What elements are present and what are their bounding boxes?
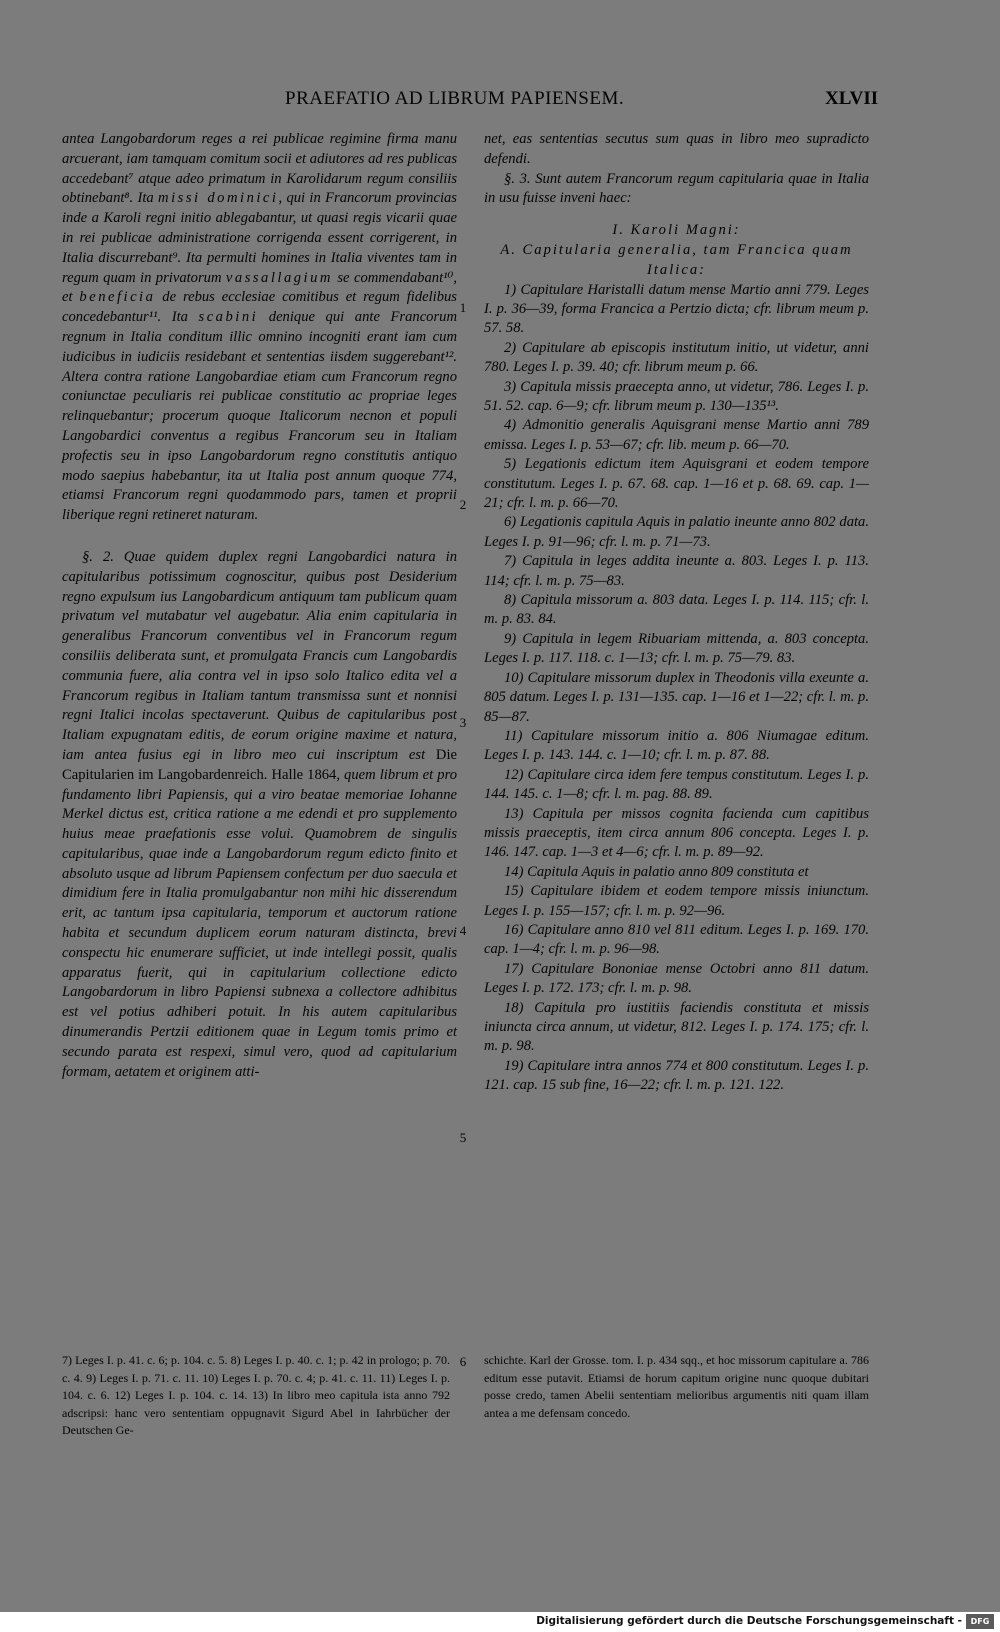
list-item: 3) Capitula missis praecepta anno, ut videtur, 786. Leges I. p. 51. 52. cap. 6—9; cfr. librum meum p. 130—135¹³. [484,378,869,415]
footer-bar [0,1612,1000,1632]
list-item: 4) Admonitio generalis Aquisgrani mense Martio anni 789 emissa. Leges I. p. 53—67; cfr. lib. meum p. 66—70. [484,417,869,453]
list-item: 2) Capitulare ab episcopis institutum initio, ut videtur, anni 780. Leges I. p. 39. 40; cfr. librum meum p. 66. [484,339,869,376]
left-p1-benef: beneficia [79,289,156,306]
page-number: XLVII [825,88,879,109]
margin-number: 4 [459,923,467,938]
list-item: 16) Capitulare anno 810 vel 811 editum. Leges I. p. 169. 170. cap. 1—4; cfr. l. m. p. 96—98. [484,921,869,958]
page-header [0,88,1000,118]
list-item: 15) Capitulare ibidem et eodem tempore missis iniunctum. Leges I. p. 155—157; cfr. l. m. p. 92—96. [484,883,869,919]
left-p1-missi-pre: Ita [137,190,159,207]
margin-number: 2 [459,497,467,512]
left-p2-a: §. 2. Quae quidem duplex regni Langobardici natura in capitularibus potissimum cognoscitur, quibus post Desiderium regno expulsum ius Langobardicum antiquum tam publicum quam privatum vel mutabatur vel augebatur. Alia enim capitularia in generalibus Francorum conventibus vel in Francorum regum consiliis deliberata sunt, et promulgata Francis cum Langobardis communia fuere, alia contra vel in ipso solo Italico edita vel a Francorum regibus in Italiam tantum transmissa sunt et nonnisi regni Italici incolas spectaverunt. Quibus de capitularibus post Italiam expugnatam editis, de eorum origine maxime et natura, iam antea fusius egi in libro meo cui inscriptum est [62,548,457,763]
funding-notice: Digitalisierung gefördert durch die Deutsche Forschungsgemeinschaft - [536,1615,962,1627]
left-p2-book-title: Die Capitularien im Langobardenreich. Halle 1864, [62,746,457,783]
left-p1-missi: missi dominici [158,190,279,207]
running-title: PRAEFATIO AD LIBRUM PAPIENSEM. [285,88,625,109]
left-paragraph-1 [62,130,457,526]
list-item: 12) Capitulare circa idem fere tempus constitutum. Leges I. p. 144. 145. c. 1—8; cfr. l. m. pag. 88. 89. [484,766,869,803]
list-item: 6) Legationis capitula Aquis in palatio ineunte anno 802 data. Leges I. p. 91—96; cfr. l. m. p. 71—73. [484,514,869,550]
list-item: 5) Legationis edictum item Aquisgrani et eodem tempore constitutum. Leges I. p. 67. 68. cap. 1—16 et p. 68. 69. cap. 1—21; cfr. l. m. p. 66—70. [484,456,869,512]
right-column [484,130,869,1096]
left-p1-scab: scabini [198,309,259,326]
left-p2-b: quem librum et pro fundamento libri Papiensis, qui a viro beatae memoriae Iohanne Merkel dictus est, critica ratione a me edendi et pro supplemento huius meae praefationis esse volui. Quamobrem de singulis capitularibus, quae inde a Langobardorum regum edicto finito et absoluto usque ad librum Papiensem confectum per duo saecula et dimidium fere in Italia promulgabantur non mihi hic disserendum erit, ac tantum ipsa capitularia, temporum et auctorum ratione habita et secundum duplicem eorum naturam distincta, brevi conspectu hic enumerare sufficiet, ut inde intellegi possit, qualis apparatus fuerit, qui in capitularium collectione edicto Langobardorum in libro Papiensi subnexa a collectore adhibitus est vel potius adhiberi potuit. In his autem capitularibus dinumerandis Pertzii editionem quae in Legum tomis primo et secundo parata est respexi, simul vero, quod ad capitularium formam, aetatem et originem atti- [62,766,457,1080]
left-p1-vass-post: se commendabant¹⁰, et [62,269,458,306]
list-item: 11) Capitulare missorum initio a. 806 Niumagae editum. Leges I. p. 143. 144. c. 1—10; cfr. l. m. p. 87. 88. [484,727,869,764]
left-p1-missi-post: , qui in Francorum provincias inde a Karoli regni initio ablegabantur, ut quasi regis vicarii quae in rei publicae administratione corrigenda essent corrigerent, in Italia discurrebant⁹. Ita permulti homines in Italia viventes tam in regum quam in privatorum [62,190,457,286]
list-item: 19) Capitulare intra annos 774 et 800 constitutum. Leges I. p. 121. cap. 15 sub fine, 16—22; cfr. l. m. p. 121. 122. [484,1057,869,1094]
list-item: 18) Capitula pro iustitiis faciendis constituta et missis iniuncta circa annum, ut videtur, 812. Leges I. p. 174. 175; cfr. l. m. p. 98. [484,999,869,1055]
list-item: 14) Capitula Aquis in palatio anno 809 constituta et [504,863,809,880]
list-item: 9) Capitula in legem Ribuariam mittenda, a. 803 concepta. Leges I. p. 117. 118. c. 1—13; cfr. l. m. p. 75—79. 83. [484,630,869,667]
footnotes-right: schichte. Karl der Grosse. tom. I. p. 434 sqq., et hoc missorum capitulare a. 786 editum esse putavit. Etiamsi de horum capitum origine nunc quoque dubitari posse credo, tamen Abelii sententiam melioribus argumentis niti quam illam antea a me defensam concedo. [484,1353,869,1420]
capitularia-list [484,281,869,1096]
list-item: 7) Capitula in leges addita ineunte a. 803. Leges I. p. 113. 114; cfr. l. m. p. 75—83. [484,553,869,589]
list-item: 8) Capitula missorum a. 803 data. Leges I. p. 114. 115; cfr. l. m. p. 83. 84. [484,592,869,628]
margin-number: 6 [459,1354,467,1369]
left-p1-vass: vassallagium [225,269,333,286]
margin-number: 1 [459,300,467,315]
dfg-logo-icon: DFG [966,1614,994,1629]
right-section-3: §. 3. Sunt autem Francorum regum capitularia quae in Italia in usu fuisse inveni haec: [484,170,869,207]
list-item: 10) Capitulare missorum duplex in Theodonis villa exeunte a. 805 datum. Leges I. p. 131—135. cap. 1—16 et 1—22; cfr. l. m. p. 85—87. [484,669,869,725]
heading-capitularia-generalia: A. Capitularia generalia, tam Francica quam Italica: [500,241,853,278]
margin-number: 5 [459,1130,467,1145]
left-p1-text: antea Langobardorum reges a rei publicae regimine firma manu arcuerant, iam tamquam comitum socii et adiutores ad res publicas accedebant⁷ atque adeo primatum in Karolidarum regum consiliis obtinebant⁸. [62,131,457,207]
right-intro: net, eas sententias secutus sum quas in libro meo supradicto defendi. [484,131,869,167]
left-column [62,130,457,1082]
footnotes-left: 7) Leges I. p. 41. c. 6; p. 104. c. 5. 8) Leges I. p. 40. c. 1; p. 42 in prologo; p. 70. c. 4. 9) Leges I. p. 71. c. 11. 10) Leges I. p. 70. c. 4; p. 41. c. 11. 11) Leges I. p. 104. c. 6. 12) Leges I. p. 104. c. 14. 13) In libro meo capitula ista anno 792 adscripsi: hanc vero sententiam oppugnavit Sigurd Abel in Iahrbücher der Deutschen Ge- [62,1353,450,1437]
left-p1-benef-post: de rebus ecclesiae comitibus et regum fidelibus concedebantur¹¹. Ita [62,289,457,326]
left-p1-scab-post: denique qui ante Francorum regnum in Italia conditum illic omnino incogniti erant iam cum iudicibus in iudiciis residebant et sententias iisdem suggerebant¹². Altera contra ratione Langobardiae etiam cum Francorum regno coniunctae peculiaris rei publicae constitutio ac propriae leges relinquebantur; procerum quoque Italicorum necnon et populi Langobardici conventus a regibus Francorum seu in Italiam profectis seu in ipso Langobardorum regno constitutis antiquo modo saepius habebantur, ita ut Italia post annum quoque 774, etiamsi Francorum regni quodammodo pars, tamen et proprii liberique regni retineret naturam. [62,309,457,524]
list-item: 13) Capitula per missos cognita facienda cum capitibus missis praeceptis, item circa annum 806 concepta. Leges I. p. 146. 147. cap. 1—3 et 4—6; cfr. l. m. p. 89—92. [484,805,869,861]
list-item: 17) Capitulare Bononiae mense Octobri anno 811 datum. Leges I. p. 172. 173; cfr. l. m. p. 98. [484,960,869,997]
margin-number: 3 [459,715,467,730]
heading-karoli-magni: I. Karoli Magni: [612,222,741,239]
list-item: 1) Capitulare Haristalli datum mense Martio anni 779. Leges I. p. 36—39, forma Francica a Pertzio dicta; cfr. librum meum p. 57. 58. [484,281,869,337]
left-paragraph-2 [62,548,457,1083]
